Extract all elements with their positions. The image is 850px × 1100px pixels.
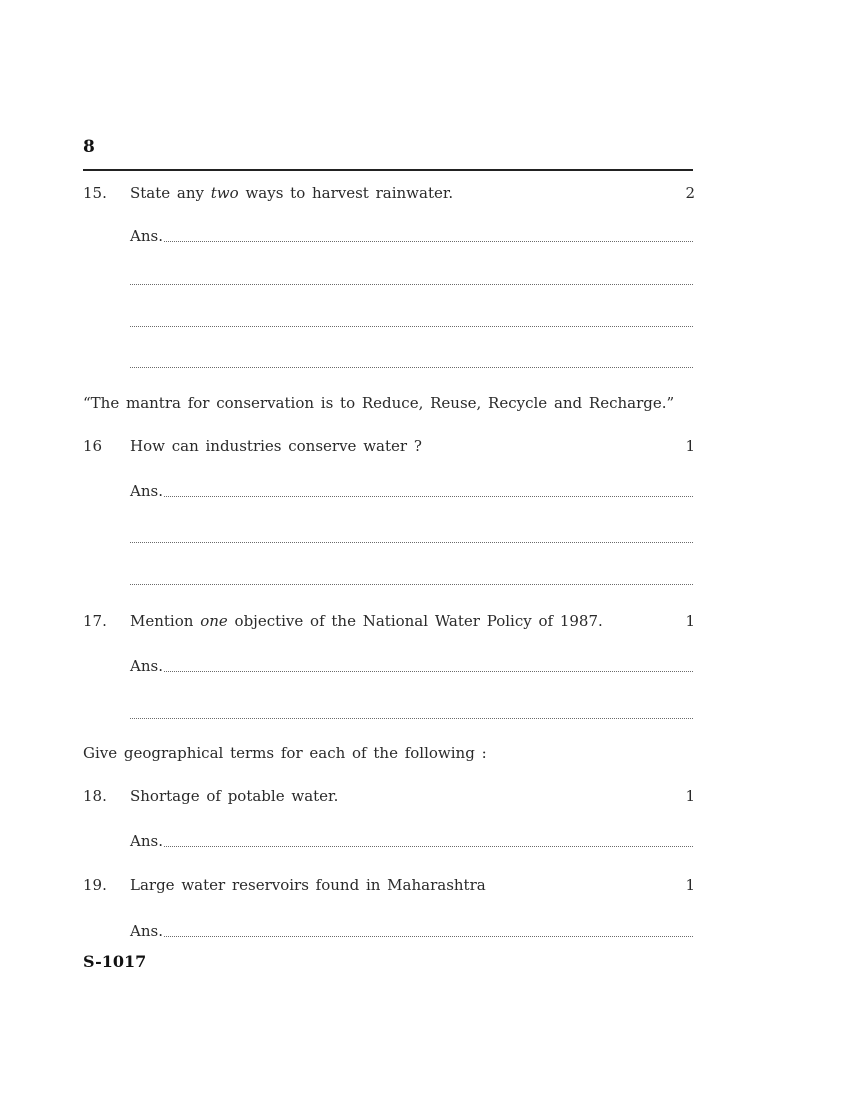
answer-line[interactable] (130, 352, 693, 372)
question-text: Mention one objective of the National Water Policy of 1987. (130, 612, 603, 630)
question-number: 16 (83, 437, 103, 455)
question-marks: 1 (685, 876, 695, 894)
answer-line[interactable] (130, 481, 693, 501)
question-marks: 1 (685, 787, 695, 805)
answer-line[interactable] (130, 569, 693, 589)
answer-label: Ans. (130, 227, 163, 245)
dotted-line (164, 936, 693, 937)
answer-label: Ans. (130, 657, 163, 675)
answer-label: Ans. (130, 832, 163, 850)
answer-line[interactable] (130, 921, 693, 941)
question-number: 19. (83, 876, 107, 894)
question-number: 17. (83, 612, 107, 630)
header-rule (83, 169, 693, 171)
dotted-line (130, 326, 693, 327)
paper-code: S-1017 (83, 952, 147, 971)
dotted-line (164, 671, 693, 672)
question-text: State any two ways to harvest rainwater. (130, 184, 454, 202)
dotted-line (164, 846, 693, 847)
question-marks: 1 (685, 437, 695, 455)
page-number: 8 (83, 137, 95, 157)
answer-label: Ans. (130, 482, 163, 500)
dotted-line (130, 542, 693, 543)
dotted-line (130, 718, 693, 719)
question-text: Shortage of potable water. (130, 787, 339, 805)
dotted-line (164, 496, 693, 497)
dotted-line (164, 241, 693, 242)
question-number: 18. (83, 787, 107, 805)
answer-line[interactable] (130, 703, 693, 723)
question-text: Large water reservoirs found in Maharashtra (130, 876, 486, 894)
answer-label: Ans. (130, 922, 163, 940)
answer-line[interactable] (130, 831, 693, 851)
question-marks: 1 (685, 612, 695, 630)
question-marks: 2 (685, 184, 695, 202)
instruction-text: Give geographical terms for each of the following : (83, 744, 487, 762)
question-number: 15. (83, 184, 107, 202)
passage-text: “The mantra for conservation is to Reduce, Reuse, Recycle and Recharge.” (83, 394, 675, 412)
answer-line[interactable] (130, 226, 693, 246)
dotted-line (130, 284, 693, 285)
answer-line[interactable] (130, 311, 693, 331)
answer-line[interactable] (130, 269, 693, 289)
question-text: How can industries conserve water ? (130, 437, 422, 455)
answer-line[interactable] (130, 656, 693, 676)
dotted-line (130, 584, 693, 585)
dotted-line (130, 367, 693, 368)
answer-line[interactable] (130, 527, 693, 547)
